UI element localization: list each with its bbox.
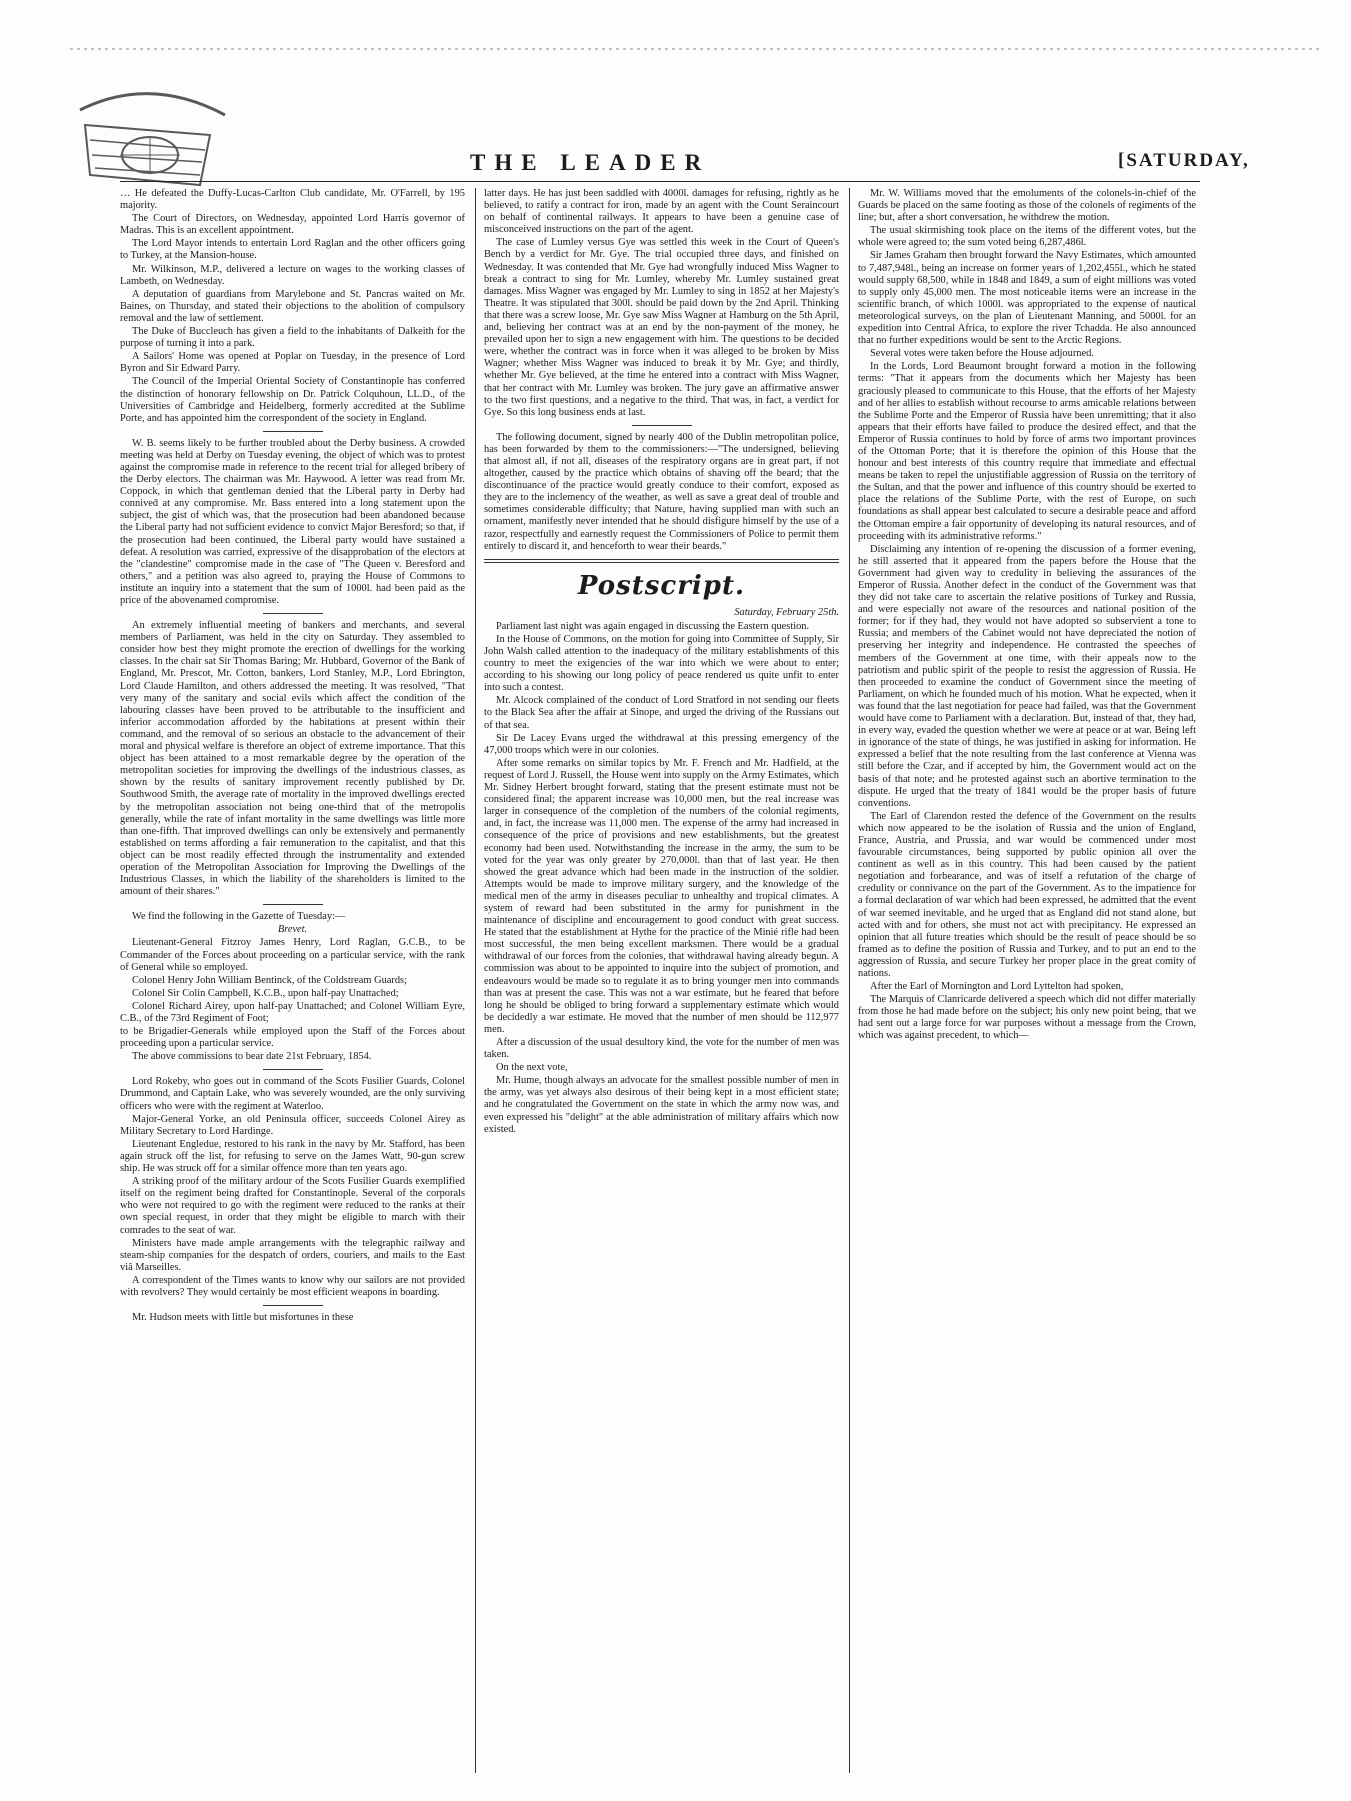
paragraph: W. B. seems likely to be further troubled about the Derby business. A crowded meeting was held at Derby on Tuesday evening, the object of which was to protest against the compromise made in reference to the recent trial for alleged bribery of the Derby electors. The chairman was Mr. Haywood. A letter was read from Mr. Coppock, in which that gentleman denied that the Liberal party in Derby had conniveḋ at any compromise. Mr. Bass entered into a long statement upon the subject, the gist of which was, that the prosecution had been abandoned because the Liberal party had not sufficient evidence to convict Major Beresford; so that, if the prosecution had been continued, the Liberal party would have sustained a defeat. A resolution was carried, expressive of the disapprobation of the electors at the "clandestine" compromise made in the case of "The Queen v. Beresford and others," and a petition was also agreed to, praying the House of Commons to institute an inquiry into a statement that the sum of 1000l. had been paid as the price of the abovenamed compromise. [120, 437, 465, 606]
paragraph: We find the following in the Gazette of Tuesday:— [132, 911, 346, 923]
paragraph: … He defeated the Duffy-Lucas-Carlton Club candidate, Mr. O'Farrell, by 195 majority. [120, 188, 465, 212]
paragraph: A striking proof of the military ardour of the Scots Fusilier Guards exemplified itself on the regiment being drafted for Constantinople. Several of the corporals who were not required to go with the regiment were reduced to the ranks at their own special request, in order that they might be eligible to march with their comrades to the seat of war. [120, 1176, 465, 1236]
newspaper-seal-stamp [60, 80, 240, 200]
paragraph: Colonel Henry John William Bentinck, of the Coldstream Guards; [132, 974, 407, 986]
paragraph: Mr. Alcock complained of the conduct of Lord Stratford in not sending our fleets to the Black Sea after the affair at Sinope, and urged the driving of the Russians out of that sea. [484, 695, 839, 731]
paragraph: Colonel Richard Airey, upon half-pay Unattached; and Colonel William Eyre, C.B., of the 73rd Regiment of Foot; [120, 1000, 465, 1024]
postscript-dateline: Saturday, February 25th. [734, 606, 839, 618]
masthead-title: THE LEADER [470, 150, 711, 175]
paragraph: On the next vote, [496, 1062, 568, 1074]
header-rule [120, 181, 1200, 182]
column-middle [484, 188, 839, 1773]
column-right [858, 188, 1196, 1773]
paragraph: After a discussion of the usual desultory kind, the vote for the number of men was taken. [484, 1037, 839, 1061]
paragraph: latter days. He has just been saddled with 4000l. damages for refusing, rightly as he believed, to ratify a contract for iron, made by an agent with the Count Seraincourt on behalf of continental railways. It appears to have been a genuine case of misconceived instructions on the part of the agent. [484, 188, 839, 236]
paragraph: A deputation of guardians from Marylebone and St. Pancras waited on Mr. Baines, on Thursday, and stated their objections to the abolition of compulsory removal and the law of settlement. [120, 288, 465, 324]
gazette-subheading: Brevet. [277, 924, 308, 936]
separator [263, 613, 323, 614]
paragraph: The above commissions to bear date 21st February, 1854. [132, 1051, 372, 1063]
paragraph: The Council of the Imperial Oriental Society of Constantinople has conferred the distinction of honorary fellowship on Dr. Patrick Colquhoun, LL.D., of the Universities of Cambridge and Heidelberg, formerly accredited at the Sublime Porte, and has appointed him the correspondent of the society in England. [120, 376, 465, 424]
paragraph: After some remarks on similar topics by Mr. F. French and Mr. Hadfield, at the request of Lord J. Russell, the House went into supply on the Army Estimates, which Mr. Sidney Herbert brought forward, stating that the present estimate must not be considered final; the apparent increase was 10,000 men, but the real increase was larger in consequence of the completion of the numbers of the colonial regiments, and, in fact, the increase was 11,000 men. The expense of the army had increased in consequence of the price of provisions and new establishments, but the greatest economy had been used. Notwithstanding the increase in the army, the sum to be voted for the year was only greater by 270,000l. than that of last year. He then showed the great advance which had been made in the instruction of the soldier. Attempts would be made to improve military surgery, and the knowledge of the medical men of the army in diseases peculiar to unhealthy and tropical climates. A system of reward had been substituted in the army for punishment in the maintenance of discipline and encouragement to good conduct with great success. He stated that the establishment at Hythe for the practice of the Minié rifle had been most successful, the men being excellent marksmen. There would be a gradual withdrawal of our forces from the colonies, that withdrawal having already begun. A commission was about to be appointed to inquire into the subject of promotion, and endeavours would be made so to regulate it as to bring younger men into commands than was at present the case. This was not a war estimate, but he feared that before long he should be obliged to bring forward a supplementary estimate which would be decidedly a war estimate. He moved that the number of men should be 112,977 men. [484, 757, 839, 1035]
separator [263, 431, 323, 432]
paragraph: Parliament last night was again engaged in discussing the Eastern question. [496, 620, 810, 632]
paragraph: Disclaiming any intention of re-opening the discussion of a former evening, he still asserted that it appeared from the papers before the House that the Government had given way to credulity in believing the assurances of the Emperor of Russia. Another defect in the conduct of the Government was that they did not take care to ascertain the relative positions of Turkey and Russia, and were especially not aware of the resources and national position of the former; for if they had, they would not have adopted so subservient a tone to Russia; and members of the Cabinet would not have depreciated the notion of preserving her integrity and independence. He contrasted the speeches of members of the Government at one time, with their appeals now to the patriotism and public spirit of the people to resist the aggression of Russia. He then proceeded to examine the conduct of Government since the meeting of Parliament, on which he founded much of his motion. What he expected, when it was found that the last negotiation for peace had failed, was that the Government would have come to Parliament with a declaration. But, instead of that, they had, in every way, evaded the question whether we were at peace or at war. Being left in ignorance of the state of things, he was justified in asking for information. He expressed a belief that the note resulting from the last conference at Vienna was still before the Czar, and if accepted by him, the Government would act on the basis of that note; and he protested against such an abortive termination to the dispute. He urged that the treaty of 1841 would be the proper basis of future conventions. [858, 543, 1196, 809]
paragraph: Lieutenant-General Fitzroy James Henry, Lord Raglan, G.C.B., to be Commander of the Forces about proceeding on a particular service, with the rank of General while so employed. [120, 937, 465, 973]
separator [263, 1069, 323, 1070]
paragraph: Sir De Lacey Evans urged the withdrawal at this pressing emergency of the 47,000 troops which were in our colonies. [484, 732, 839, 756]
paragraph: Ministers have made ample arrangements with the telegraphic railway and steam-ship companies for the despatch of orders, couriers, and mails to the East viâ Marseilles. [120, 1237, 465, 1273]
paragraph: The case of Lumley versus Gye was settled this week in the Court of Queen's Bench by a verdict for Mr. Gye. The trial occupied three days, and finished on Wednesday. It was contended that Mr. Gye had wrongfully induced Miss Wagner to break a contract to sing for Mr. Lumley, whereby Mr. Lumley sustained great damages. Miss Wagner was engaged by Mr. Lumley to sing in 1852 at her Majesty's Theatre. It was stipulated that 300l. should be paid down by the 2nd April. Thinking that there was a screw loose, Mr. Gye saw Miss Wagner at Hamburg on the 5th April, and, believing her contract was at an end by the non-payment of the money, he prevailed upon her to sign a new engagement with him. The questions to be decided were, whether the contract was in force when it was alleged to be broken by Miss Wagner; whether Miss Wagner was induced to break it by Mr. Gye; and thirdly, whether Mr. Gye believed, at the time he entered into a contract with Miss Wagner, that her contract with Mr. Lumley was broken. The jury gave an affirmative answer to the two first questions, and a negative to the third. That was, in fact, a verdict for Gye. So this long business ends at last. [484, 237, 839, 418]
separator [632, 425, 692, 426]
paragraph: After the Earl of Mornington and Lord Lyttelton had spoken, [870, 981, 1124, 993]
paragraph: The usual skirmishing took place on the items of the different votes, but the whole were agreed to; the sum voted being 6,287,486l. [858, 225, 1196, 249]
paragraph: Mr. Wilkinson, M.P., delivered a lecture on wages to the working classes of Lambeth, on Wednesday. [120, 263, 465, 287]
paragraph: Major-General Yorke, an old Peninsula officer, succeeds Colonel Airey as Military Secretary to Lord Hardinge. [120, 1113, 465, 1137]
paragraph: Colonel Sir Colin Campbell, K.C.B., upon half-pay Unattached; [132, 987, 399, 999]
paragraph: The Marquis of Clanricarde delivered a speech which did not differ materially from those he had made before on the subject; his only new point being, that we had sent out a large force for war purposes without a message from the Crown, which was against precedent, to which— [858, 994, 1196, 1042]
paragraph: to be Brigadier-Generals while employed upon the Staff of the Forces about proceeding upon a particular service. [120, 1026, 465, 1050]
paragraph: A correspondent of the Times wants to know why our sailors are not provided with revolvers? They would certainly be most efficient weapons in boarding. [120, 1274, 465, 1298]
paragraph: The Earl of Clarendon rested the defence of the Government on the results which now appeared to be the isolation of Russia and the union of England, France, Austria, and Prussia, and war would be commenced under most favourable circumstances, being supported by public opinion all over the continent as well as in this country. This had been caused by the patient negotiation and forbearance, and was of itself a refutation of the charge of credulity or connivance on the part of the Government. As to the impatience for a formal declaration of war which had been expressed, he admitted that the event of war seemed inevitable, and he urged that as England did not stand alone, but acted with and for others, she must not act with precipitancy. He expressed an opinion that all future treaties which should be the result of peace should be so framed as to define the position of Russia and Turkey, and to put an end to the aggression of Russia, and secure Turkey her proper place in the great comity of nations. [858, 810, 1196, 979]
paragraph: Mr. Hume, though always an advocate for the smallest possible number of men in the army, was yet always also desirous of their being kept in a most efficient state; and he congratulated the Government on the state in which the army now was, and even expressed his "delight" at the able administration of military affairs which now existed. [484, 1075, 839, 1135]
paragraph: An extremely influential meeting of bankers and merchants, and several members of Parliament, was held in the city on Saturday. They assembled to consider how best they might promote the erection of dwellings for the working classes. In the chair sat Sir Thomas Baring; Mr. Hubbard, Governor of the Bank of England, Mr. Prescot, Mr. Cotton, bankers, Lord Stanley, M.P., Lord Ebrington, Lord Claude Hamilton, and others addressed the meeting. It was resolved, "That very many of the sanitary and social evils which affect the condition of the labouring classes have been proved to be attributable to the insufficient and inferior accommodation afforded by the habitations at present within their command, and the removal of so serious an obstacle to the advancement of their moral and physical welfare is therefore an object of extreme importance. That this object has been attained to a most remarkable degree by the operation of the metropolitan societies for improving the dwellings of the industrious classes, as shown by the results of sanitary improvement recently published by Dr. Southwood Smith, the average rate of mortality in the improved dwellings erected by the metropolitan association not being one-third that of the metropolis generally, while the rate of infant mortality in the same dwellings was little more than one-fifth. That improved dwellings can only be extensively and permanently established on terms affording a fair remuneration to the capitalist, and that this object can be most readily effected through the instrumentality and extended operation of the Metropolitan Association for Improving the Dwellings of the Industrious Classes, in which the liability of the shareholders is limited to the amount of their shares." [120, 620, 465, 898]
paragraph: Lieutenant Engledue, restored to his rank in the navy by Mr. Stafford, has been again struck off the list, for refusing to serve on the James Watt, 90-gun screw ship. He was struck off for a similar offence more than ten years ago. [120, 1138, 465, 1175]
masthead-day: [SATURDAY, [1118, 150, 1250, 171]
double-rule [484, 559, 839, 563]
column-divider [849, 188, 850, 1773]
paragraph: The Lord Mayor intends to entertain Lord Raglan and the other officers going to Turkey, at the Mansion-house. [120, 238, 465, 262]
paragraph: The Duke of Buccleuch has given a field to the inhabitants of Dalkeith for the purpose of turning it into a park. [120, 326, 465, 350]
paragraph: The Court of Directors, on Wednesday, appointed Lord Harris governor of Madras. This is an excellent appointment. [120, 213, 465, 237]
postscript-heading: Postscript. [577, 570, 746, 601]
paragraph: Several votes were taken before the House adjourned. [870, 348, 1094, 360]
paragraph: A Sailors' Home was opened at Poplar on Tuesday, in the presence of Lord Byron and Sir Edward Parry. [120, 351, 465, 375]
column-divider [475, 188, 476, 1773]
paragraph: Mr. Hudson meets with little but misfortunes in these [132, 1312, 354, 1324]
paragraph: In the House of Commons, on the motion for going into Committee of Supply, Sir John Walsh called attention to the inadequacy of the military establishments of this country to meet the exigencies of the war into which we were about to enter; according to his showing our long policy of peace rendered us quite unfit to enter into such a contest. [484, 633, 839, 694]
paragraph: In the Lords, Lord Beaumont brought forward a motion in the following terms: "That it appears from the documents which her Majesty has been graciously pleased to communicate to this House, that the efforts of her Majesty and of her allies to establish without recourse to arms amicable relations between the Sublime Porte and the Emperor of Russia have been unremitting; that it also appears that their efforts have failed to produce the desired effect, and that the Emperor of Russia continues to hold by force of arms two important provinces of the Ottoman Porte; that it is therefore the opinion of this House that the honour and best interests of this country require that immediate and effectual means be taken to repel the unjustifiable aggression of Russia on the territory of the Sultan, and that the power and influence of this country should be exerted to place the relations of the Sublime Porte, with the rest of Europe, on such foundations as shall appear best calculated to secure a desirable peace and afford the Ottoman empire a fair opportunity of developing its natural resources, and of proceeding with its administrative reforms." [858, 361, 1196, 542]
separator [263, 1305, 323, 1306]
separator [263, 904, 323, 905]
column-left [120, 188, 465, 1773]
top-border [70, 48, 1320, 50]
paragraph: Lord Rokeby, who goes out in command of the Scots Fusilier Guards, Colonel Drummond, and Captain Lake, who was severely wounded, are the only surviving officers who were with the regiment at Waterloo. [120, 1076, 465, 1112]
paragraph: Sir James Graham then brought forward the Navy Estimates, which amounted to 7,487,948l., being an increase on former years of 1,202,455l., which he stated would supply 68,500, while in 1848 and 1849, a sum of eight millions was voted to supply only 45,000 men. The most noticeable items were an increase in the scientific branch, of which 1000l. was appropriated to the expense of nautical meteorological surveys, on the plan of Lieutenant Manning, and 5000l. for an expedition into Central Africa, to explore the river Tchadda. He also announced that no further expeditions would be sent to the Arctic Regions. [858, 250, 1196, 347]
paragraph: The following document, signed by nearly 400 of the Dublin metropolitan police, has been forwarded by them to the commissioners:—"The undersigned, believing that almost all, if not all, diseases of the respiratory organs are in great part, if not altogether, caused by the practice which obtains of shaving off the beard; that the discontinuance of the practice would greatly conduce to their comfort, exposed as they are to the inclemency of the weather, as well as save a great deal of trouble and sometimes considerable difficulty; that Nature, having supplied man with such an ornament, manifestly never intended that he should disfigure himself by the use of a razor, respectfully and earnestly request the Commissioners of Police to permit them entirely to discard it, and henceforth to wear their beards." [484, 431, 839, 552]
paragraph: Mr. W. Williams moved that the emoluments of the colonels-in-chief of the Guards be placed on the same footing as those of the colonels of regiments of the line; but, after a short conversation, he withdrew the motion. [858, 188, 1196, 224]
